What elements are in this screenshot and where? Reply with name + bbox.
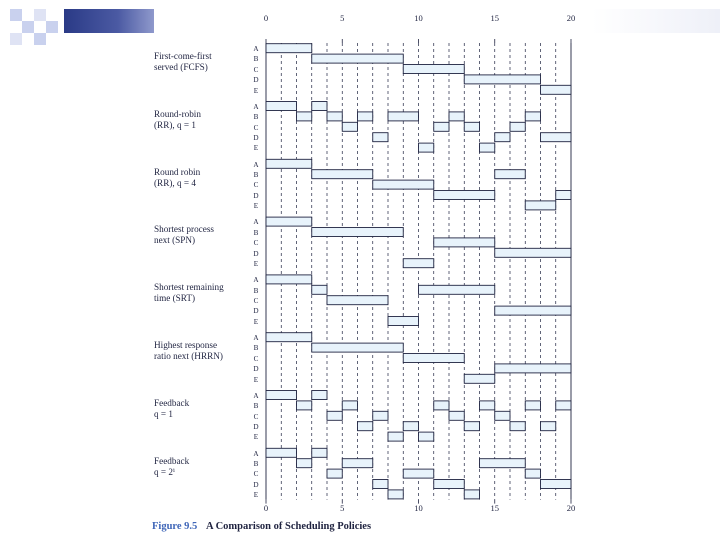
gantt-bar-D	[373, 133, 388, 142]
gantt-bar-B	[342, 459, 373, 468]
process-letter: B	[253, 171, 259, 179]
gantt-bar-D	[556, 191, 571, 200]
process-letter: B	[253, 228, 259, 237]
process-letter: E	[253, 260, 259, 269]
gantt-bar-A	[266, 159, 312, 168]
gantt-bar-A	[266, 333, 312, 342]
process-letter: B	[253, 55, 259, 64]
axis-tick-label-bottom: 20	[566, 502, 576, 513]
process-letter: E	[253, 433, 259, 442]
gantt-bar-A	[266, 391, 297, 400]
process-letter: C	[253, 354, 259, 363]
gantt-bar-B	[358, 112, 373, 121]
process-letter: A	[253, 391, 259, 400]
gantt-bar-D	[541, 480, 572, 489]
gantt-bar-E	[403, 259, 434, 268]
gantt-bar-C	[510, 122, 525, 131]
gantt-bar-B	[419, 285, 495, 294]
gantt-bar-E	[480, 143, 495, 152]
gantt-bar-D	[495, 248, 571, 257]
policy-label-srt: Shortest remaining time (SRT)	[154, 282, 224, 304]
gantt-bar-C	[327, 411, 342, 420]
process-letter: B	[253, 113, 259, 122]
gantt-bar-A	[312, 102, 327, 111]
figure-number: Figure 9.5	[152, 521, 198, 532]
process-letters	[251, 102, 261, 154]
gantt-bar-B	[297, 459, 312, 468]
gantt-bar-B	[525, 112, 540, 121]
gantt-bar-D	[403, 422, 418, 431]
process-letter: B	[253, 344, 259, 353]
process-letters	[251, 275, 261, 327]
gantt-bar-A	[266, 44, 312, 53]
figure-title: A Comparison of Scheduling Policies	[205, 521, 372, 532]
process-letters	[251, 333, 261, 385]
process-letter: C	[253, 412, 259, 421]
gantt-bar-A	[266, 275, 312, 284]
gantt-bar-B	[312, 343, 404, 352]
gantt-bar-B	[434, 401, 449, 410]
process-letters	[251, 217, 261, 269]
gantt-bar-D	[373, 480, 388, 489]
gantt-bar-D	[495, 306, 571, 315]
gantt-bar-D	[495, 364, 571, 373]
process-letter: D	[253, 307, 259, 316]
gantt-bar-B	[312, 54, 404, 63]
process-letter: E	[253, 375, 259, 384]
gantt-bar-E	[388, 317, 419, 326]
gantt-bar-B	[312, 285, 327, 294]
gantt-bar-C	[373, 180, 434, 189]
gantt-bar-B	[480, 401, 495, 410]
process-letter: E	[253, 491, 259, 500]
gantt-bar-A	[312, 391, 327, 400]
policy-label-fb2i: Feedback q = 2ⁱ	[154, 455, 190, 477]
process-letters	[251, 449, 261, 501]
figure-caption	[152, 521, 371, 532]
axis-tick-label-top: 15	[490, 13, 499, 23]
gantt-bar-B	[312, 170, 373, 179]
process-letter: D	[253, 480, 259, 489]
gantt-bar-C	[464, 122, 479, 131]
gantt-bar-C	[495, 411, 510, 420]
gantt-bar-E	[541, 85, 572, 94]
process-letter: C	[253, 123, 259, 132]
gantt-bar-D	[510, 422, 525, 431]
process-letter: C	[253, 181, 259, 190]
gantt-bar-C	[525, 469, 540, 478]
policy-label-fcfs: First-come-first served (FCFS)	[154, 51, 212, 72]
gantt-bar-E	[419, 143, 434, 152]
axis-tick-label-bottom: 10	[414, 502, 423, 513]
process-letter: E	[253, 317, 259, 326]
process-letter: D	[253, 249, 259, 258]
process-letters	[251, 160, 261, 212]
gantt-bar-B	[297, 112, 312, 121]
process-letter: A	[253, 276, 259, 285]
policy-label-rr1: Round-robin (RR), q = 1	[154, 108, 201, 130]
axis-tick-label-bottom: 0	[263, 502, 269, 513]
process-letter: A	[253, 449, 259, 458]
axis-tick-label-top: 20	[566, 13, 576, 23]
process-letter: A	[253, 45, 259, 53]
gantt-bar-B	[312, 228, 404, 237]
process-letter: C	[253, 239, 259, 248]
axis-tick-label-top: 0	[263, 13, 269, 23]
gantt-bar-D	[464, 422, 479, 431]
gantt-bar-B	[495, 170, 526, 179]
gantt-bar-A	[266, 102, 297, 111]
process-letter: E	[253, 86, 259, 95]
process-letter: D	[253, 76, 259, 85]
gantt-bar-B	[297, 401, 312, 410]
gantt-bar-B	[480, 459, 526, 468]
gantt-bar-B	[556, 401, 571, 410]
policy-label-spn: Shortest process next (SPN)	[154, 224, 214, 246]
gantt-bar-D	[434, 480, 465, 489]
gantt-bar-D	[358, 422, 373, 431]
gantt-bar-C	[403, 65, 464, 74]
gantt-bar-A	[266, 217, 312, 226]
policy-label-rr4: Round robin (RR), q = 4	[154, 166, 201, 188]
gantt-bar-D	[541, 422, 556, 431]
process-letter: B	[253, 402, 259, 411]
gantt-bar-D	[495, 133, 510, 142]
process-letter: C	[253, 297, 259, 305]
process-letters	[251, 44, 261, 96]
gantt-bar-B	[327, 112, 342, 121]
process-letter: A	[253, 334, 259, 342]
process-letter: B	[253, 286, 259, 295]
process-letter: A	[253, 102, 259, 111]
policy-label-hrrn: Highest response ratio next (HRRN)	[154, 340, 223, 361]
gantt-bar-C	[327, 296, 388, 305]
gantt-bar-C	[449, 411, 464, 420]
process-letter: D	[253, 191, 259, 200]
process-letter: C	[253, 65, 259, 74]
gantt-bar-D	[464, 75, 540, 84]
gantt-bar-C	[403, 354, 464, 363]
gantt-bar-B	[449, 112, 464, 121]
gantt-bar-C	[403, 469, 434, 478]
policy-label-fb1: Feedback q = 1	[154, 397, 190, 419]
axis-tick-label-bottom: 15	[490, 502, 499, 513]
gantt-bar-C	[373, 411, 388, 420]
axis-tick-label-top: 10	[414, 13, 423, 23]
gantt-bar-A	[266, 448, 297, 457]
process-letter: D	[253, 423, 259, 432]
process-letter: B	[253, 460, 259, 468]
gantt-bar-D	[434, 191, 495, 200]
axis-tick-label-top: 5	[340, 13, 345, 23]
gantt-bar-E	[464, 374, 495, 383]
gantt-bar-C	[434, 238, 495, 247]
gantt-bar-D	[541, 133, 572, 142]
process-letter: E	[253, 144, 259, 153]
gantt-bar-B	[388, 112, 419, 121]
process-letter: A	[253, 218, 259, 227]
gantt-bar-E	[388, 490, 403, 499]
gantt-bar-C	[327, 469, 342, 478]
gantt-bar-E	[525, 201, 556, 210]
gantt-bar-A	[312, 448, 327, 457]
gantt-bar-E	[388, 432, 403, 441]
gantt-bar-C	[434, 122, 449, 131]
process-letter: D	[253, 365, 259, 374]
process-letters	[251, 391, 261, 443]
gantt-bar-B	[342, 401, 357, 410]
gantt-bar-B	[525, 401, 540, 410]
process-letter: A	[253, 160, 259, 169]
gantt-bar-E	[464, 490, 479, 499]
process-letter: C	[253, 470, 259, 479]
process-letter: E	[253, 202, 259, 211]
process-letter: D	[253, 134, 259, 143]
axis-tick-label-bottom: 5	[340, 502, 345, 513]
gantt-bar-E	[419, 432, 434, 441]
gantt-bar-C	[342, 122, 357, 131]
